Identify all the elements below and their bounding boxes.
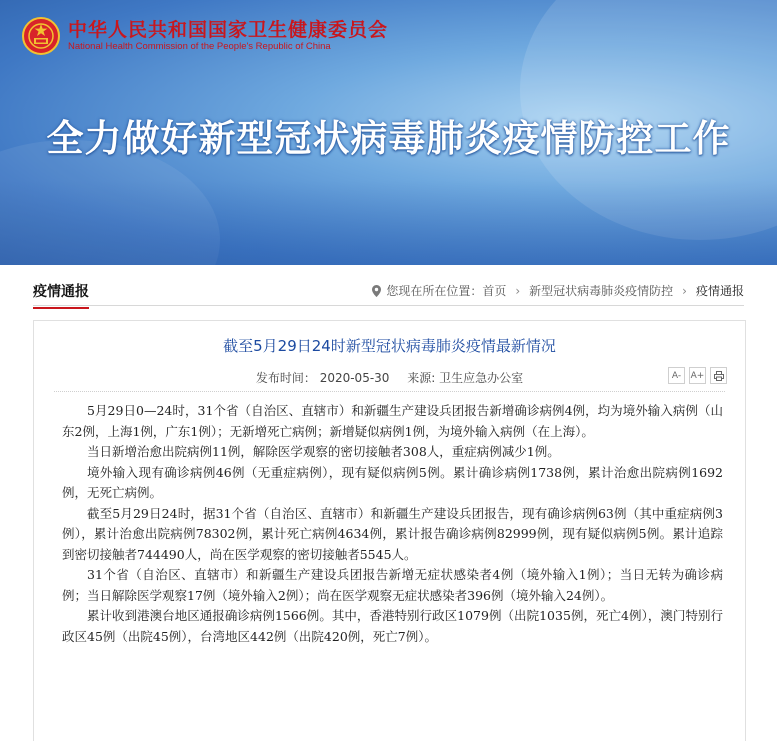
section-header: [33, 265, 744, 306]
breadcrumb-covid-control[interactable]: 新型冠状病毒肺炎疫情防控: [529, 284, 674, 298]
article-meta: [34, 369, 745, 386]
section-title[interactable]: 疫情通报: [33, 281, 89, 309]
chevron-right-icon: ›: [515, 283, 521, 298]
breadcrumb: [372, 282, 744, 299]
breadcrumb-current[interactable]: 疫情通报: [695, 284, 744, 298]
publish-label: 发布时间：: [255, 371, 316, 385]
header-banner: [0, 0, 777, 265]
article-paragraph: 累计收到港澳台地区通报确诊病例1566例。其中，香港特别行政区1079例（出院1035例，死亡4例），澳门特别行政区45例（出院45例），台湾地区442例（出院420例，死亡7例）。: [62, 608, 723, 644]
article-paragraph: 31个省（自治区、直辖市）和新疆生产建设兵团报告新增无症状感染者4例（境外输入1例）；当日无转为确诊病例；当日解除医学观察17例（境外输入2例）；尚在医学观察无症状感染者396例（境外输入24例）。: [62, 567, 723, 603]
location-pin-icon: [372, 285, 381, 297]
org-name-en: National Health Commission of the People's Republic of China: [68, 41, 331, 52]
national-emblem-icon: [22, 17, 60, 55]
banner-shade: [0, 180, 777, 265]
breadcrumb-home[interactable]: 首页: [482, 284, 507, 298]
print-icon: [714, 371, 724, 381]
source-name: 卫生应急办公室: [439, 371, 524, 385]
article-paragraph: 当日新增治愈出院病例11例，解除医学观察的密切接触者308人，重症病例减少1例。: [87, 444, 560, 459]
article-paragraph: 截至5月29日24时，据31个省（自治区、直辖市）和新疆生产建设兵团报告，现有确诊病例63例（其中重症病例3例），累计治愈出院病例78302例，累计死亡病例4634例，累计报告确诊病例82999例，现有疑似病例5例。累计追踪到密切接触者744490人，尚在医学观察的密切接触者5545人。: [62, 505, 723, 562]
publish-date: 2020-05-30: [319, 371, 390, 385]
font-increase-button[interactable]: A+: [689, 367, 706, 384]
article-paragraph: 境外输入现有确诊病例46例（无重症病例），现有疑似病例5例。累计确诊病例1738例，累计治愈出院病例1692例，无死亡病例。: [62, 464, 723, 500]
source-label: 来源:: [407, 371, 436, 385]
banner-slogan: 全力做好新型冠状病毒肺炎疫情防控工作: [46, 117, 731, 160]
org-name-cn: 中华人民共和国国家卫生健康委员会: [68, 19, 389, 41]
article-panel: [33, 320, 746, 741]
article-tools: [668, 367, 727, 384]
breadcrumb-prefix: 您现在所在位置：: [386, 284, 483, 298]
article-body: [62, 401, 723, 647]
chevron-right-icon: ›: [682, 283, 687, 298]
article-divider: [54, 391, 725, 392]
font-decrease-button[interactable]: A-: [668, 367, 685, 384]
article-title: 截至5月29日24时新型冠状病毒肺炎疫情最新情况: [223, 337, 556, 355]
article-paragraph: 5月29日0—24时，31个省（自治区、直辖市）和新疆生产建设兵团报告新增确诊病例4例，均为境外输入病例（山东2例，上海1例，广东1例）；无新增死亡病例；新增疑似病例1例，为境外输入病例（在上海）。: [62, 403, 723, 439]
site-logo[interactable]: [22, 16, 388, 56]
print-button[interactable]: [710, 367, 727, 384]
